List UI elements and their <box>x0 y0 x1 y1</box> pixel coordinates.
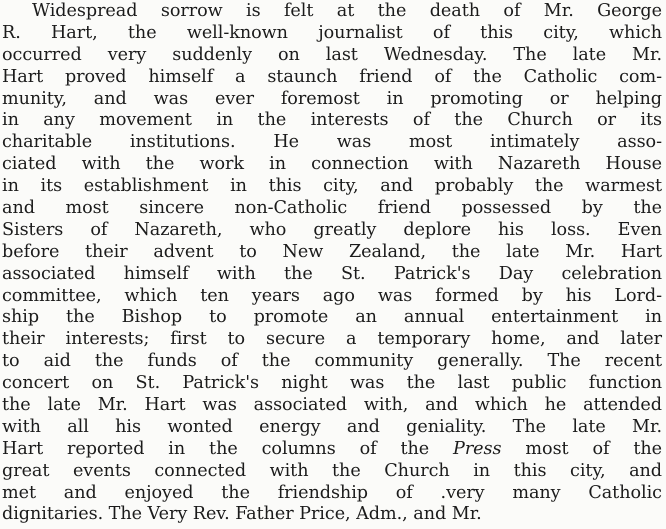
article-line: Widespread sorrow is felt at the death of Mr. George <box>32 1 662 21</box>
article-line: before their advent to New Zealand, the late Mr. Hart <box>2 241 662 262</box>
article-line: in any movement in the interests of the Church or its <box>2 110 662 131</box>
article-line: their interests; first to secure a temporary home, and later <box>2 329 662 350</box>
article-line: charitable institutions. He was most intimately asso- <box>2 132 662 153</box>
article-line: in its establishment in this city, and probably the warmest <box>2 176 662 197</box>
article-line: the late Mr. Hart was associated with, and which he attended <box>2 395 662 416</box>
article-line-press <box>2 439 662 461</box>
article-line: with all his wonted energy and geniality. The late Mr. <box>2 416 662 437</box>
article-line: associated himself with the St. Patrick's Day celebration <box>2 263 662 284</box>
article-line: committee, which ten years ago was formed by his Lord- <box>2 285 662 306</box>
article-line: met and enjoyed the friendship of .very many Catholic <box>2 482 662 503</box>
article-column <box>2 1 662 526</box>
line-text-after: most of the <box>525 438 662 459</box>
article-line: Sisters of Nazareth, who greatly deplore his loss. Even <box>2 219 662 240</box>
article-line: Hart proved himself a staunch friend of the Catholic com- <box>2 66 662 87</box>
article-line: munity, and was ever foremost in promoting or helping <box>2 88 662 109</box>
article-line: and most sincere non-Catholic friend possessed by the <box>2 198 662 219</box>
article-line: to aid the funds of the community generally. The recent <box>2 351 662 372</box>
article-line: great events connected with the Church in this city, and <box>2 460 662 481</box>
article-line: dignitaries. The Very Rev. Father Price, Adm., and Mr. <box>2 504 482 525</box>
article-line: R. Hart, the well-known journalist of this city, which <box>2 22 662 43</box>
article-line: ciated with the work in connection with Nazareth House <box>2 154 662 175</box>
article-line: ship the Bishop to promote an annual entertainment in <box>2 307 662 328</box>
article-line: occurred very suddenly on last Wednesday. The late Mr. <box>2 44 662 65</box>
article-line: concert on St. Patrick's night was the last public function <box>2 373 662 394</box>
press-newspaper-title: Press <box>453 438 502 459</box>
line-text-before: Hart reported in the columns of the <box>2 438 430 459</box>
